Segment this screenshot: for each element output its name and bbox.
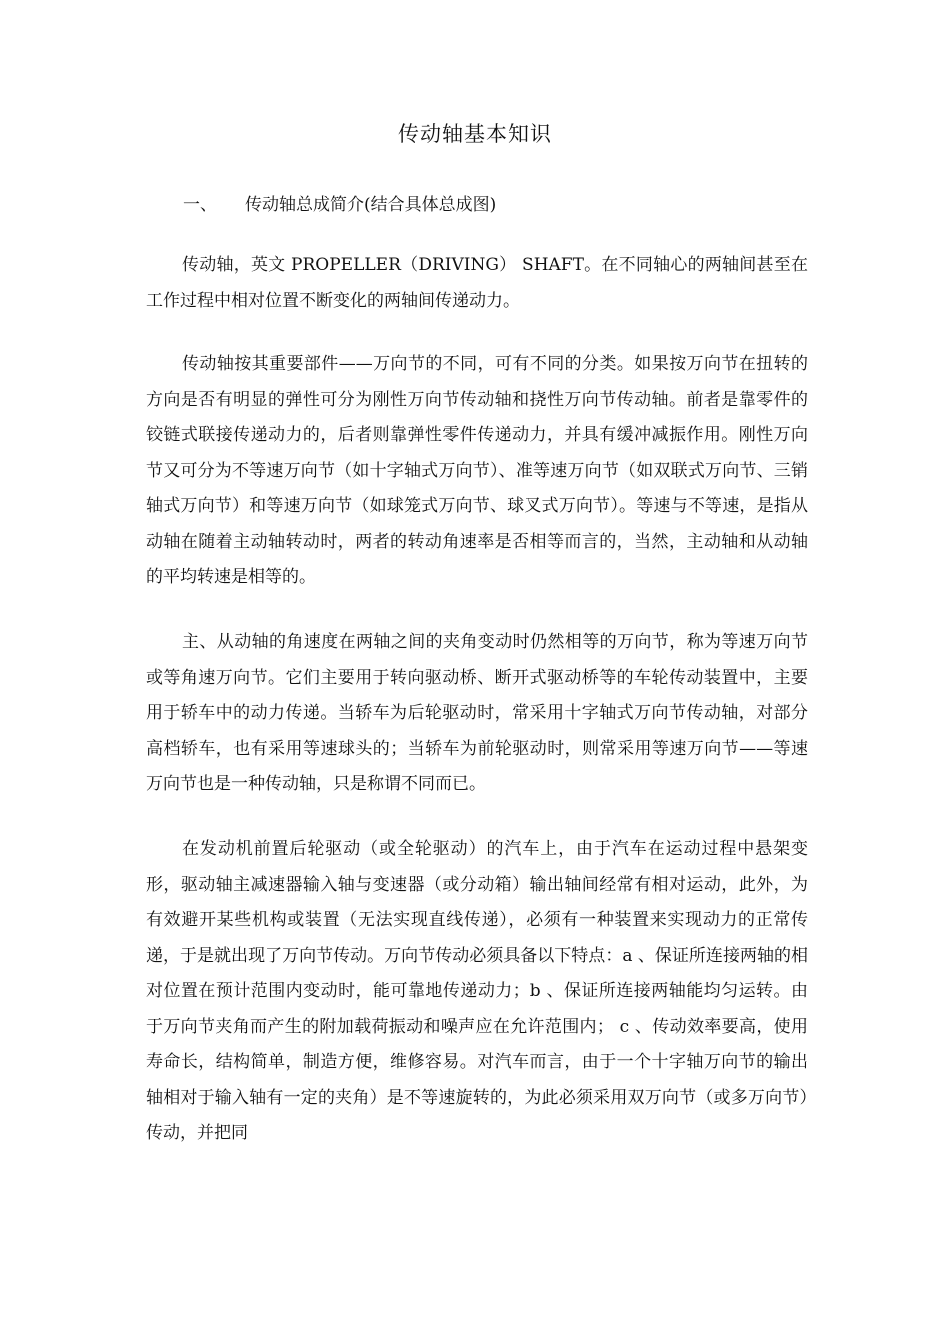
section-title: 传动轴总成简介(结合具体总成图)	[245, 195, 497, 215]
section-heading	[183, 190, 496, 220]
paragraph-universal-joint-drive: 在发动机前置后轮驱动（或全轮驱动）的汽车上，由于汽车在运动过程中悬架变形，驱动轴主减速器输入轴与变速器（或分动箱）输出轴间经常有相对运动，此外，为有效避开某些机构或装置（无法实现直线传递），必须有一种装置来实现动力的正常传递，于是就出现了万向节传动。万向节传动必须具备以下特点：a 、保证所连接两轴的相对位置在预计范围内变动时，能可靠地传递动力；b 、保证所连接两轴能均匀运转。由于万向节夹角而产生的附加载荷振动和噪声应在允许范围内； c 、传动效率要高，使用寿命长，结构简单，制造方便，维修容易。对汽车而言，由于一个十字轴万向节的输出轴相对于输入轴有一定的夹角）是不等速旋转的，为此必须采用双万向节（或多万向节）传动，并把同	[146, 839, 808, 1143]
paragraph-classification: 传动轴按其重要部件——万向节的不同，可有不同的分类。如果按万向节在扭转的方向是否有明显的弹性可分为刚性万向节传动轴和挠性万向节传动轴。前者是靠零件的铰链式联接传递动力的，后者则靠弹性零件传递动力，并具有缓冲减振作用。刚性万向节又可分为不等速万向节（如十字轴式万向节）、准等速万向节（如双联式万向节、三销轴式万向节）和等速万向节（如球笼式万向节、球叉式万向节）。等速与不等速，是指从动轴在随着主动轴转动时，两者的转动角速率是否相等而言的，当然，主动轴和从动轴的平均转速是相等的。	[146, 354, 808, 587]
paragraph-definition: 传动轴，英文 PROPELLER（DRIVING） SHAFT。在不同轴心的两轴间甚至在工作过程中相对位置不断变化的两轴间传递动力。	[146, 255, 808, 311]
paragraph-constant-velocity-joint: 主、从动轴的角速度在两轴之间的夹角变动时仍然相等的万向节，称为等速万向节或等角速万向节。它们主要用于转向驱动桥、断开式驱动桥等的车轮传动装置中，主要用于轿车中的动力传递。当轿车为后轮驱动时，常采用十字轴式万向节传动轴，对部分高档轿车，也有采用等速球头的；当轿车为前轮驱动时，则常采用等速万向节——等速万向节也是一种传动轴，只是称谓不同而已。	[146, 632, 808, 794]
document-title: 传动轴基本知识	[398, 122, 552, 146]
section-number: 一、	[183, 195, 217, 215]
